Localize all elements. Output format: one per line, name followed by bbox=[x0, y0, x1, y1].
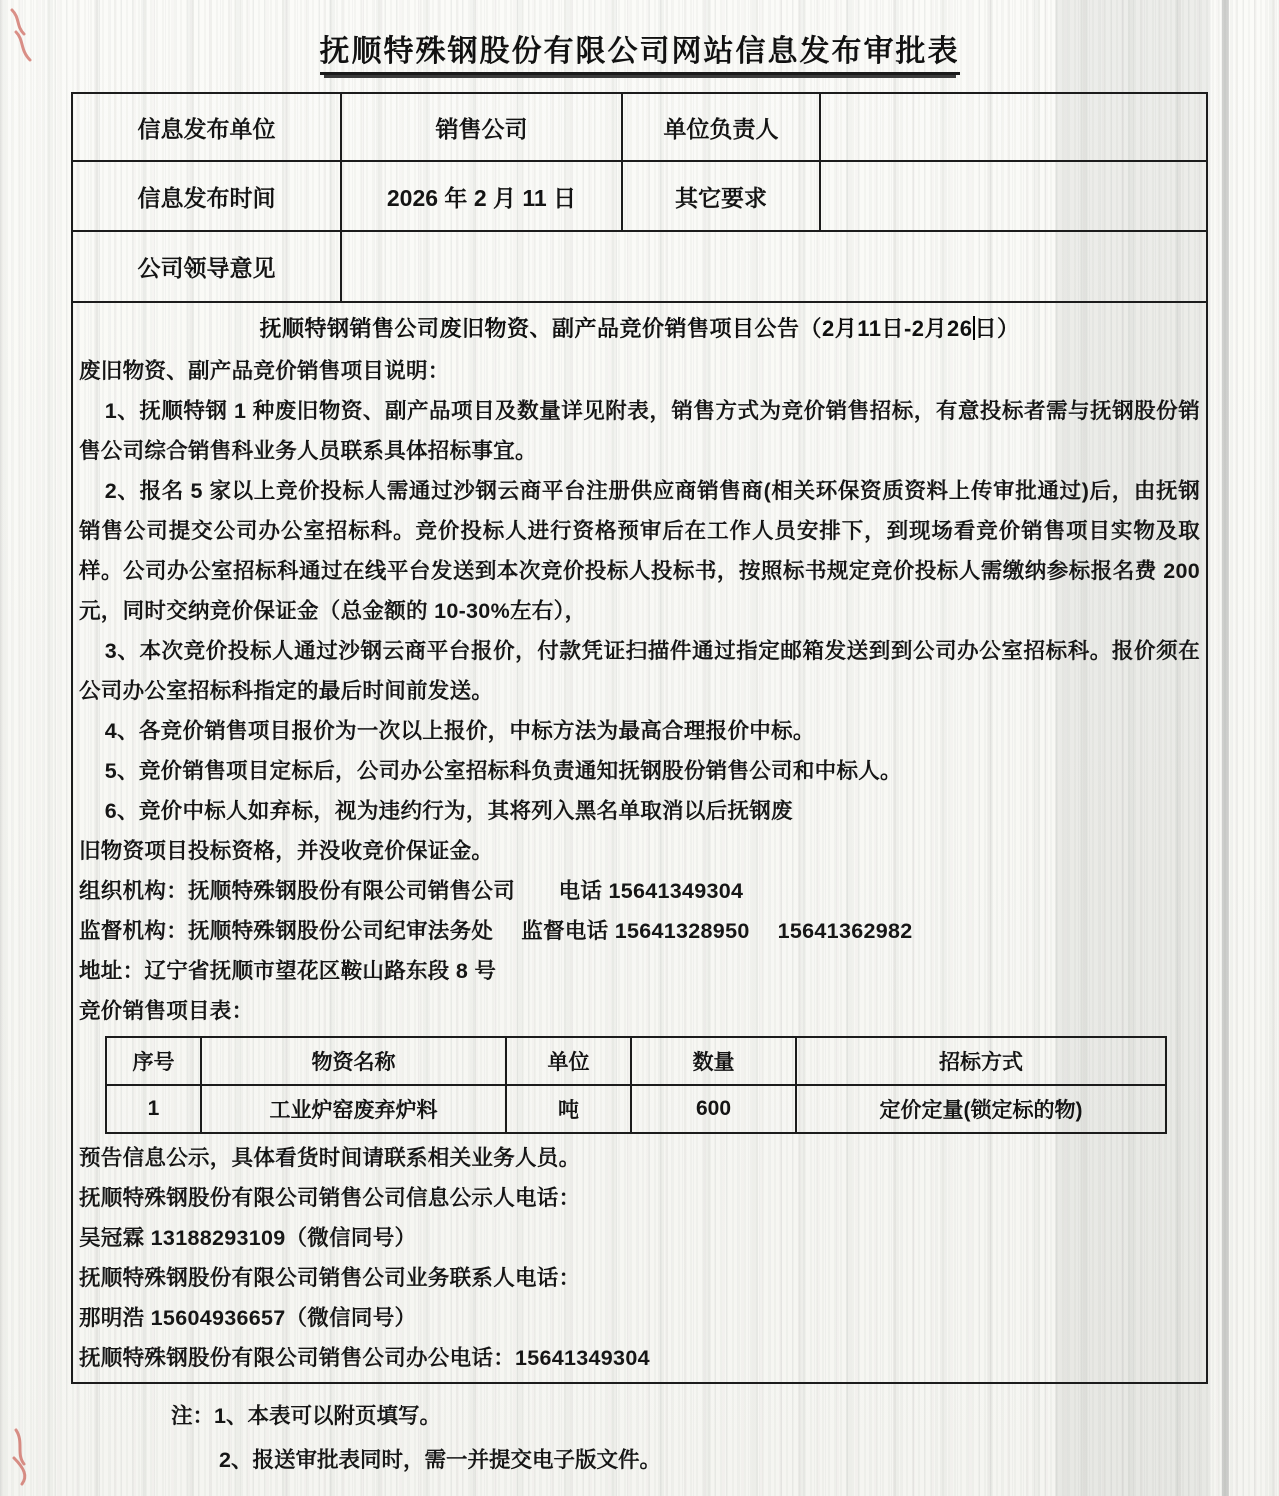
footnote-2: 2、报送审批表同时，需一并提交电子版文件。 bbox=[219, 1448, 661, 1472]
address-line: 地址：辽宁省抚顺市望花区鞍山路东段 8 号 bbox=[79, 959, 497, 983]
announcement-title-pre: 抚顺特钢销售公司废旧物资、副产品竞价销售项目公告（2月11日-2月26 bbox=[259, 316, 973, 341]
form-table bbox=[71, 92, 1208, 1384]
page-title-text: 抚顺特殊钢股份有限公司网站信息发布审批表 bbox=[320, 35, 960, 75]
project-table-header-row bbox=[106, 1037, 1166, 1085]
public-contact-label: 抚顺特殊钢股份有限公司销售公司信息公示人电话： bbox=[79, 1186, 581, 1210]
item-paragraph-5: 5、竞价销售项目定标后，公司办公室招标科负责通知抚钢股份销售公司和中标人。 bbox=[104, 759, 902, 783]
footnote-1: 注：1、本表可以附页填写。 bbox=[171, 1404, 441, 1428]
table-row bbox=[72, 302, 1207, 1383]
intro-line: 废旧物资、副产品竞价销售项目说明： bbox=[79, 359, 450, 383]
table-row bbox=[72, 93, 1207, 161]
cell-material-name: 工业炉窑废弃炉料 bbox=[201, 1085, 506, 1133]
cell-seq: 1 bbox=[106, 1085, 201, 1133]
item-paragraph-6-line2: 旧物资项目投标资格，并没收竞价保证金。 bbox=[79, 839, 494, 863]
project-table-data-row bbox=[106, 1085, 1166, 1133]
business-contact-value: 那明浩 15604936657（微信同号） bbox=[79, 1306, 417, 1330]
leader-opinion-label: 公司领导意见 bbox=[72, 231, 341, 302]
item-paragraph-4: 4、各竞价销售项目报价为一次以上报价，中标方法为最高合理报价中标。 bbox=[104, 719, 815, 743]
public-contact-value: 吴冠霖 13188293109（微信同号） bbox=[79, 1226, 417, 1250]
cell-bid-method: 定价定量(锁定标的物) bbox=[796, 1085, 1166, 1133]
organizer-line: 组织机构：抚顺特殊钢股份有限公司销售公司 电话 15641349304 bbox=[79, 879, 744, 903]
footnotes bbox=[71, 1394, 1208, 1482]
supervisor-line: 监督机构：抚顺特殊钢股份公司纪审法务处 监督电话 15641328950 15641362982 bbox=[79, 919, 913, 943]
info-publish-unit-value: 销售公司 bbox=[341, 93, 622, 161]
announcement-title-post: 日） bbox=[974, 316, 1020, 341]
info-publish-unit-label: 信息发布单位 bbox=[72, 93, 341, 161]
announcement-content-area[interactable] bbox=[72, 302, 1207, 1383]
info-publish-time-label: 信息发布时间 bbox=[72, 161, 341, 231]
unit-leader-value[interactable] bbox=[820, 93, 1207, 161]
office-phone-line: 抚顺特殊钢股份有限公司销售公司办公电话：15641349304 bbox=[79, 1346, 650, 1370]
item-paragraph-1: 1、抚顺特钢 1 种废旧物资、副产品项目及数量详见附表，销售方式为竞价销售招标，有意投标者需与抚钢股份销售公司综合销售科业务人员联系具体招标事宜。 bbox=[79, 399, 1200, 463]
cell-unit: 吨 bbox=[506, 1085, 631, 1133]
announcement-title bbox=[79, 307, 1200, 351]
cell-quantity: 600 bbox=[631, 1085, 796, 1133]
other-requirements-label: 其它要求 bbox=[622, 161, 820, 231]
item-paragraph-3: 3、本次竞价投标人通过沙钢云商平台报价，付款凭证扫描件通过指定邮箱发送到到公司办公室招标科。报价须在公司办公室招标科指定的最后时间前发送。 bbox=[79, 639, 1200, 703]
leader-opinion-value[interactable] bbox=[341, 231, 1207, 302]
business-contact-label: 抚顺特殊钢股份有限公司销售公司业务联系人电话： bbox=[79, 1266, 581, 1290]
item-paragraph-6-line1: 6、竞价中标人如弃标，视为违约行为，其将列入黑名单取消以后抚钢废 bbox=[104, 799, 793, 823]
col-header-bid-method: 招标方式 bbox=[796, 1037, 1166, 1085]
table-row bbox=[72, 161, 1207, 231]
project-table bbox=[105, 1036, 1167, 1134]
notice-line: 预告信息公示，具体看货时间请联系相关业务人员。 bbox=[79, 1146, 581, 1170]
table-row bbox=[72, 231, 1207, 302]
project-table-caption: 竞价销售项目表： bbox=[79, 999, 254, 1023]
red-pen-mark-top-left bbox=[6, 6, 40, 64]
info-publish-time-value: 2026 年 2 月 11 日 bbox=[341, 161, 622, 231]
col-header-seq: 序号 bbox=[106, 1037, 201, 1085]
other-requirements-value[interactable] bbox=[820, 161, 1207, 231]
item-paragraph-2: 2、报名 5 家以上竞价投标人需通过沙钢云商平台注册供应商销售商(相关环保资质资料上传审批通过)后，由抚钢销售公司提交公司办公室招标科。竞价投标人进行资格预审后在工作人员安排下，到现场看竞价销售项目实物及取样。公司办公室招标科通过在线平台发送到本次竞价投标人投标书，按照标书规定竞价投标人需缴纳参标报名费 200 元，同时交纳竞价保证金（总金额的 10-30%左右）， bbox=[79, 479, 1200, 623]
page-title bbox=[71, 26, 1208, 70]
col-header-unit: 单位 bbox=[506, 1037, 631, 1085]
col-header-quantity: 数量 bbox=[631, 1037, 796, 1085]
approval-form-sheet bbox=[71, 0, 1208, 1482]
red-pen-mark-bottom-left bbox=[8, 1424, 44, 1488]
unit-leader-label: 单位负责人 bbox=[622, 93, 820, 161]
col-header-material-name: 物资名称 bbox=[201, 1037, 506, 1085]
